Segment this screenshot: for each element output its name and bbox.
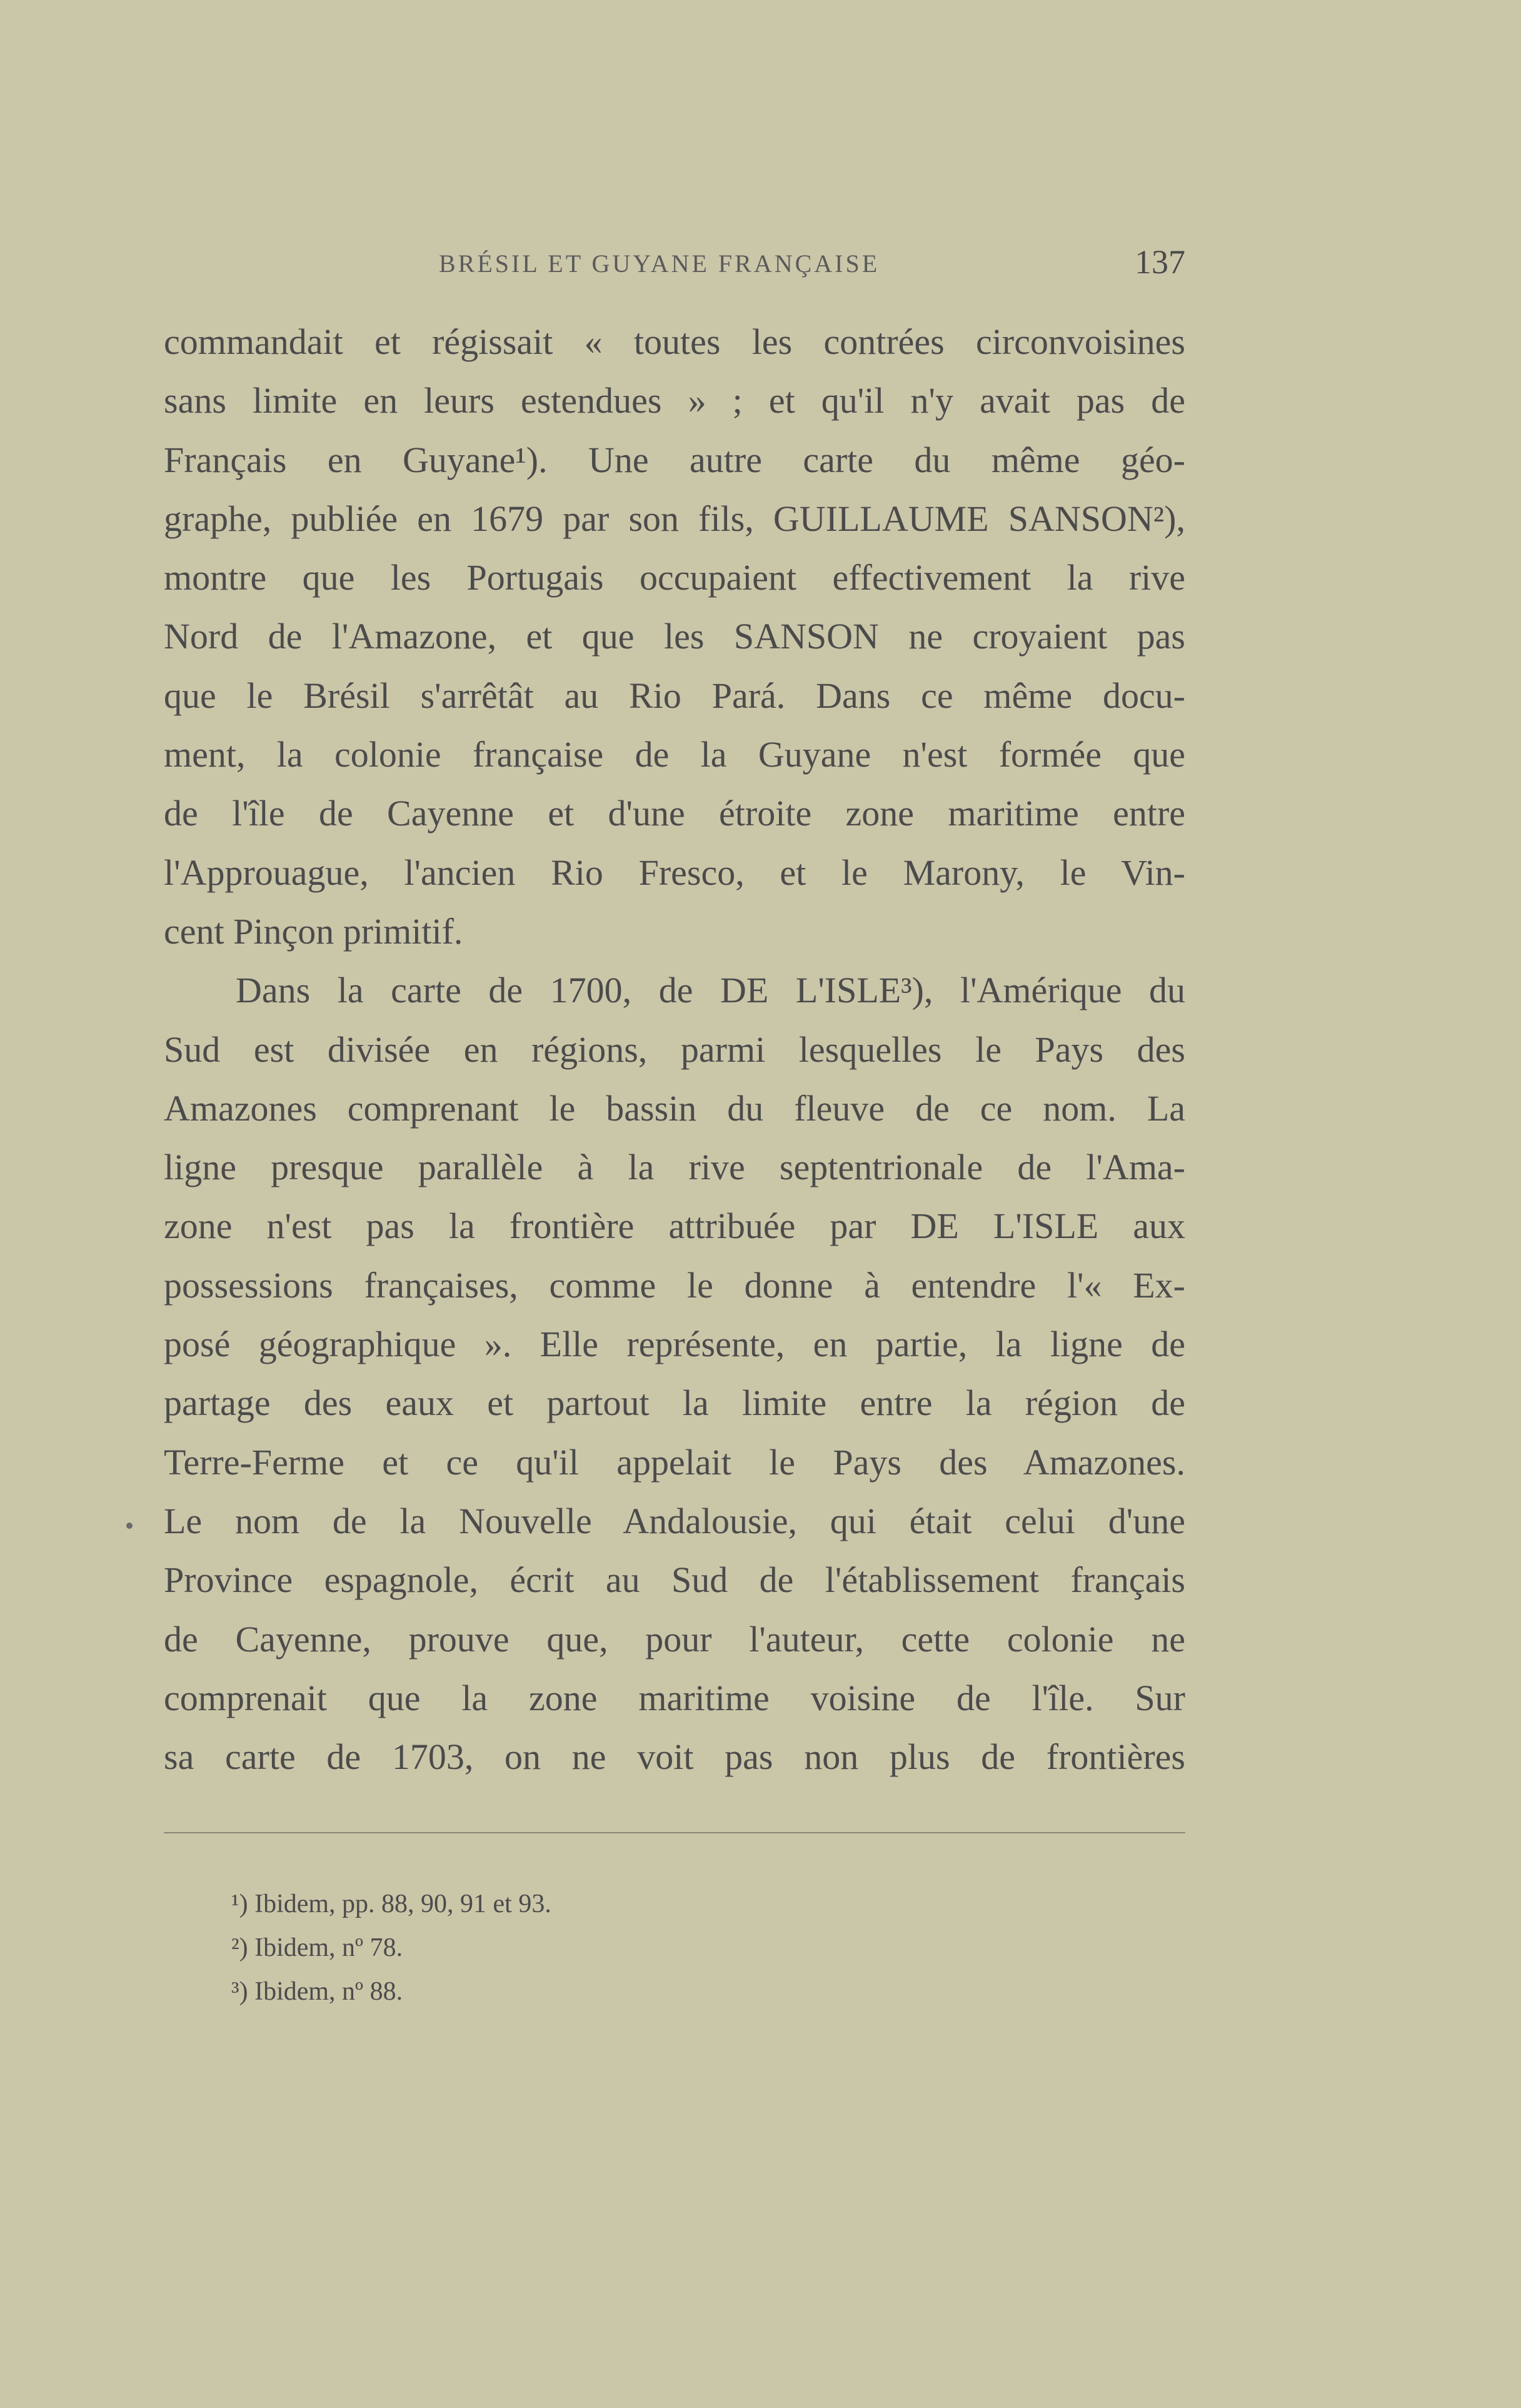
text-line: partage des eaux et partout la limite entre la région de — [164, 1383, 1185, 1424]
text-line: Terre-Ferme et ce qu'il appelait le Pays des Amazones. — [164, 1441, 1185, 1483]
text-line: graphe, publiée en 1679 par son fils, GUILLAUME SANSON²), — [164, 498, 1185, 539]
margin-dot-mark — [126, 1523, 133, 1529]
footnote-2: ²) Ibidem, nº 78. — [231, 1933, 403, 1962]
text-line: que le Brésil s'arrêtât au Rio Pará. Dans ce même docu- — [164, 675, 1185, 716]
running-title: BRÉSIL ET GUYANE FRANÇAISE — [439, 249, 880, 278]
text-line: Sud est divisée en régions, parmi lesquelles le Pays des — [164, 1029, 1185, 1070]
footnote-1: ¹) Ibidem, pp. 88, 90, 91 et 93. — [231, 1890, 551, 1918]
footnote-3: ³) Ibidem, nº 88. — [231, 1977, 403, 2006]
running-head — [164, 241, 1185, 285]
text-line: l'Approuague, l'ancien Rio Fresco, et le Marony, le Vin- — [164, 852, 1185, 893]
text-line: de l'île de Cayenne et d'une étroite zone maritime entre — [164, 793, 1185, 834]
text-line: posé géographique ». Elle représente, en partie, la ligne de — [164, 1324, 1185, 1365]
text-line: Le nom de la Nouvelle Andalousie, qui était celui d'une — [164, 1500, 1185, 1541]
text-line: commandait et régissait « toutes les contrées circonvoisines — [164, 321, 1185, 362]
page-number: 137 — [1135, 243, 1185, 281]
text-line: sans limite en leurs estendues » ; et qu'il n'y avait pas de — [164, 380, 1185, 421]
text-line: Amazones comprenant le bassin du fleuve de ce nom. La — [164, 1087, 1185, 1129]
text-line: montre que les Portugais occupaient effectivement la rive — [164, 557, 1185, 598]
text-line: de Cayenne, prouve que, pour l'auteur, cette colonie ne — [164, 1618, 1185, 1660]
text-line: possessions françaises, comme le donne à entendre l'« Ex- — [164, 1264, 1185, 1306]
body-text — [164, 313, 1185, 1786]
text-line: comprenait que la zone maritime voisine de l'île. Sur — [164, 1677, 1185, 1718]
text-line: Dans la carte de 1700, de DE L'ISLE³), l'Amérique du — [236, 970, 1185, 1011]
text-line: Français en Guyane¹). Une autre carte du même géo- — [164, 439, 1185, 480]
footnote-separator — [164, 1832, 1185, 1833]
text-line: zone n'est pas la frontière attribuée par DE L'ISLE aux — [164, 1206, 1185, 1247]
text-line: Province espagnole, écrit au Sud de l'établissement français — [164, 1559, 1185, 1601]
text-line: ligne presque parallèle à la rive septentrionale de l'Ama- — [164, 1147, 1185, 1188]
footnotes — [231, 1882, 1044, 2013]
text-line: sa carte de 1703, on ne voit pas non plus de frontières — [164, 1736, 1185, 1778]
text-line: Nord de l'Amazone, et que les SANSON ne croyaient pas — [164, 616, 1185, 657]
text-line: cent Pinçon primitif. — [164, 910, 463, 952]
text-line: ment, la colonie française de la Guyane n'est formée que — [164, 734, 1185, 775]
